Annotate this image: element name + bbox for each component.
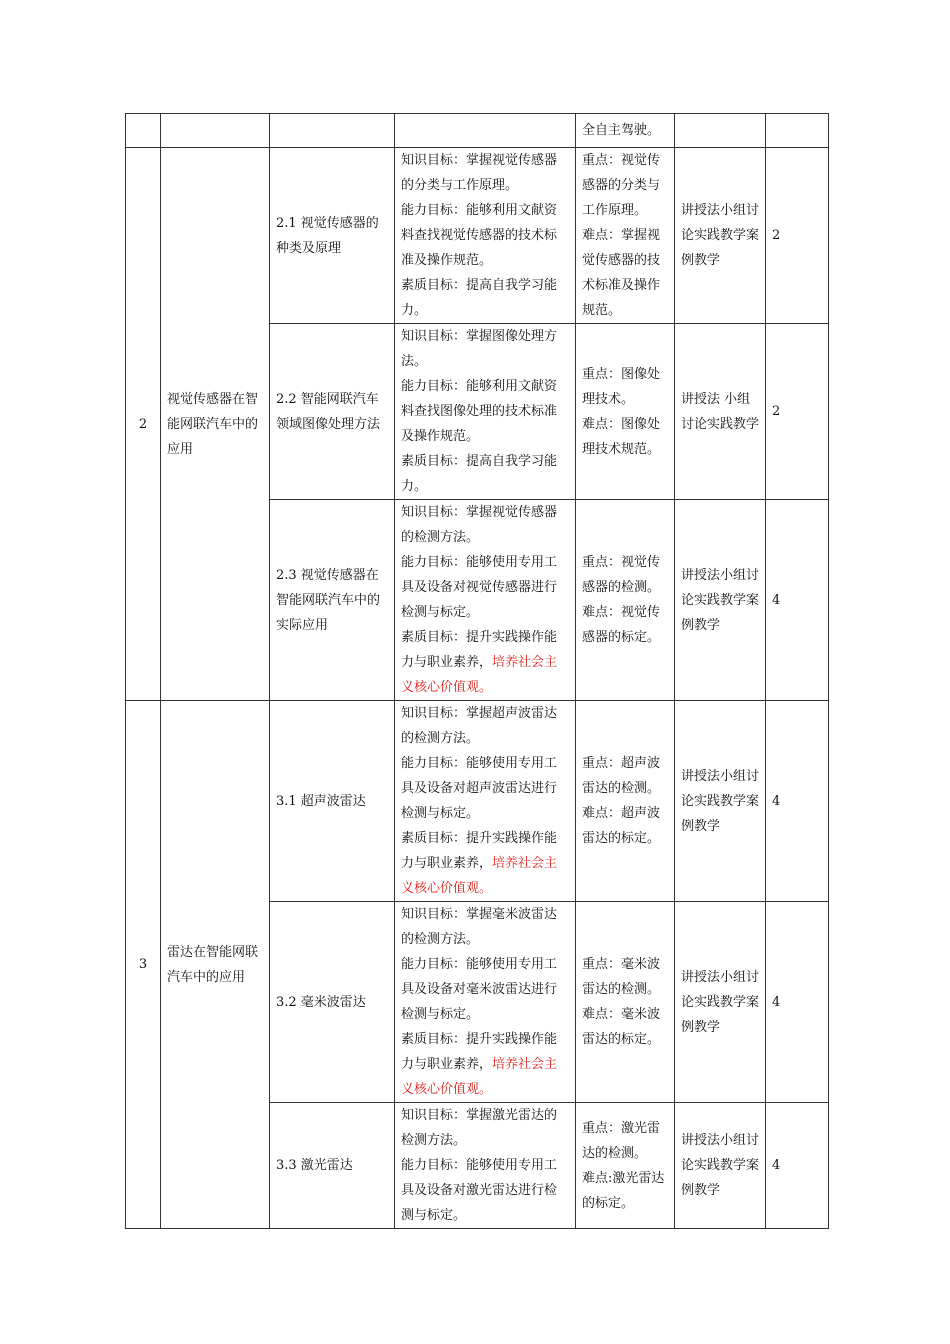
table-row — [126, 148, 829, 324]
goal-ability: 能力目标：能够使用专用工具及设备对激光雷达进行检测与标定。 — [401, 1158, 558, 1223]
goal-quality-text: 素质目标：提升实践操作能力与职业素养， — [401, 831, 558, 871]
unit-hours: 4 — [766, 701, 829, 902]
goal-knowledge: 知识目标：掌握视觉传感器的检测方法。 — [401, 505, 558, 545]
unit-goals — [395, 148, 576, 324]
key-point: 重点：视觉传感器的检测。 — [582, 555, 661, 595]
key-point: 重点：超声波雷达的检测。 — [582, 756, 661, 796]
cell-empty — [126, 114, 161, 148]
goals-tail-cell — [576, 114, 675, 148]
goal-quality — [401, 625, 569, 700]
goal-knowledge: 知识目标：掌握图像处理方法。 — [401, 329, 558, 369]
unit-hours: 4 — [766, 902, 829, 1103]
unit-name: 2.2 智能网联汽车领域图像处理方法 — [270, 324, 395, 500]
unit-key-points — [576, 1103, 675, 1229]
goal-knowledge: 知识目标：掌握毫米波雷达的检测方法。 — [401, 907, 558, 947]
key-point: 重点：激光雷达的检测。 — [582, 1120, 661, 1161]
unit-hours: 2 — [766, 324, 829, 500]
goal-quality: 素质目标：提高自我学习能力。 — [401, 454, 558, 494]
cell-empty — [766, 114, 829, 148]
unit-key-points — [576, 500, 675, 701]
goal-quality: 素质目标：提高自我学习能力。 — [401, 278, 558, 318]
unit-methods: 讲授法 小组讨论实践教学 — [675, 324, 766, 500]
unit-methods: 讲授法小组讨论实践教学案例教学 — [675, 701, 766, 902]
unit-name: 3.3 激光雷达 — [270, 1103, 395, 1229]
module-number: 2 — [126, 148, 161, 701]
unit-goals — [395, 1103, 576, 1229]
goal-knowledge: 知识目标：掌握视觉传感器的分类与工作原理。 — [401, 153, 558, 193]
unit-key-points — [576, 902, 675, 1103]
module-title: 雷达在智能网联汽车中的应用 — [161, 701, 270, 1229]
unit-methods: 讲授法小组讨论实践教学案例教学 — [675, 148, 766, 324]
goal-ability: 能力目标：能够利用文献资料查找视觉传感器的技术标准及操作规范。 — [401, 203, 558, 268]
goal-quality — [401, 826, 569, 901]
unit-goals — [395, 701, 576, 902]
unit-methods: 讲授法小组讨论实践教学案例教学 — [675, 500, 766, 701]
goal-ability: 能力目标：能够利用文献资料查找图像处理的技术标准及操作规范。 — [401, 379, 558, 444]
difficult-point: 难点：视觉传感器的标定。 — [582, 605, 661, 645]
table-row-continued — [126, 114, 829, 148]
curriculum-table — [125, 113, 829, 1229]
module-title: 视觉传感器在智能网联汽车中的应用 — [161, 148, 270, 701]
goals-tail-text: 全自主驾驶。 — [582, 123, 661, 138]
cell-empty — [161, 114, 270, 148]
unit-name: 2.3 视觉传感器在智能网联汽车中的实际应用 — [270, 500, 395, 701]
goal-ability: 能力目标：能够使用专用工具及设备对超声波雷达进行检测与标定。 — [401, 756, 558, 821]
difficult-point: 难点:激光雷达的标定。 — [582, 1170, 665, 1211]
key-point: 重点：毫米波雷达的检测。 — [582, 957, 661, 997]
unit-hours: 2 — [766, 148, 829, 324]
ideology-goal: 培养社会主义核心价值观。 — [401, 655, 558, 695]
unit-key-points — [576, 701, 675, 902]
unit-goals — [395, 902, 576, 1103]
key-point: 重点：视觉传感器的分类与工作原理。 — [582, 153, 661, 218]
unit-hours: 4 — [766, 500, 829, 701]
difficult-point: 难点：毫米波雷达的标定。 — [582, 1007, 661, 1047]
difficult-point: 难点：掌握视觉传感器的技术标准及操作规范。 — [582, 228, 661, 318]
unit-key-points — [576, 148, 675, 324]
unit-name: 3.1 超声波雷达 — [270, 701, 395, 902]
goal-ability: 能力目标：能够使用专用工具及设备对毫米波雷达进行检测与标定。 — [401, 957, 558, 1022]
goal-quality-text: 素质目标：提升实践操作能力与职业素养， — [401, 1032, 558, 1072]
cell-empty — [675, 114, 766, 148]
cell-empty — [395, 114, 576, 148]
unit-goals — [395, 500, 576, 701]
key-point: 重点：图像处理技术。 — [582, 366, 661, 407]
unit-hours: 4 — [766, 1103, 829, 1229]
ideology-goal: 培养社会主义核心价值观。 — [401, 1057, 558, 1097]
unit-methods: 讲授法小组讨论实践教学案例教学 — [675, 902, 766, 1103]
goal-knowledge: 知识目标：掌握激光雷达的检测方法。 — [401, 1108, 558, 1148]
unit-goals — [395, 324, 576, 500]
ideology-goal: 培养社会主义核心价值观。 — [401, 856, 558, 896]
module-number: 3 — [126, 701, 161, 1229]
unit-methods: 讲授法小组讨论实践教学案例教学 — [675, 1103, 766, 1229]
table-row — [126, 701, 829, 902]
goal-knowledge: 知识目标：掌握超声波雷达的检测方法。 — [401, 706, 558, 746]
goal-quality — [401, 1027, 569, 1102]
unit-name: 3.2 毫米波雷达 — [270, 902, 395, 1103]
goal-ability: 能力目标：能够使用专用工具及设备对视觉传感器进行检测与标定。 — [401, 555, 558, 620]
goal-quality-text: 素质目标：提升实践操作能力与职业素养， — [401, 630, 558, 670]
difficult-point: 难点：超声波雷达的标定。 — [582, 806, 661, 846]
difficult-point: 难点：图像处理技术规范。 — [582, 416, 661, 457]
cell-empty — [270, 114, 395, 148]
unit-name: 2.1 视觉传感器的种类及原理 — [270, 148, 395, 324]
unit-key-points — [576, 324, 675, 500]
